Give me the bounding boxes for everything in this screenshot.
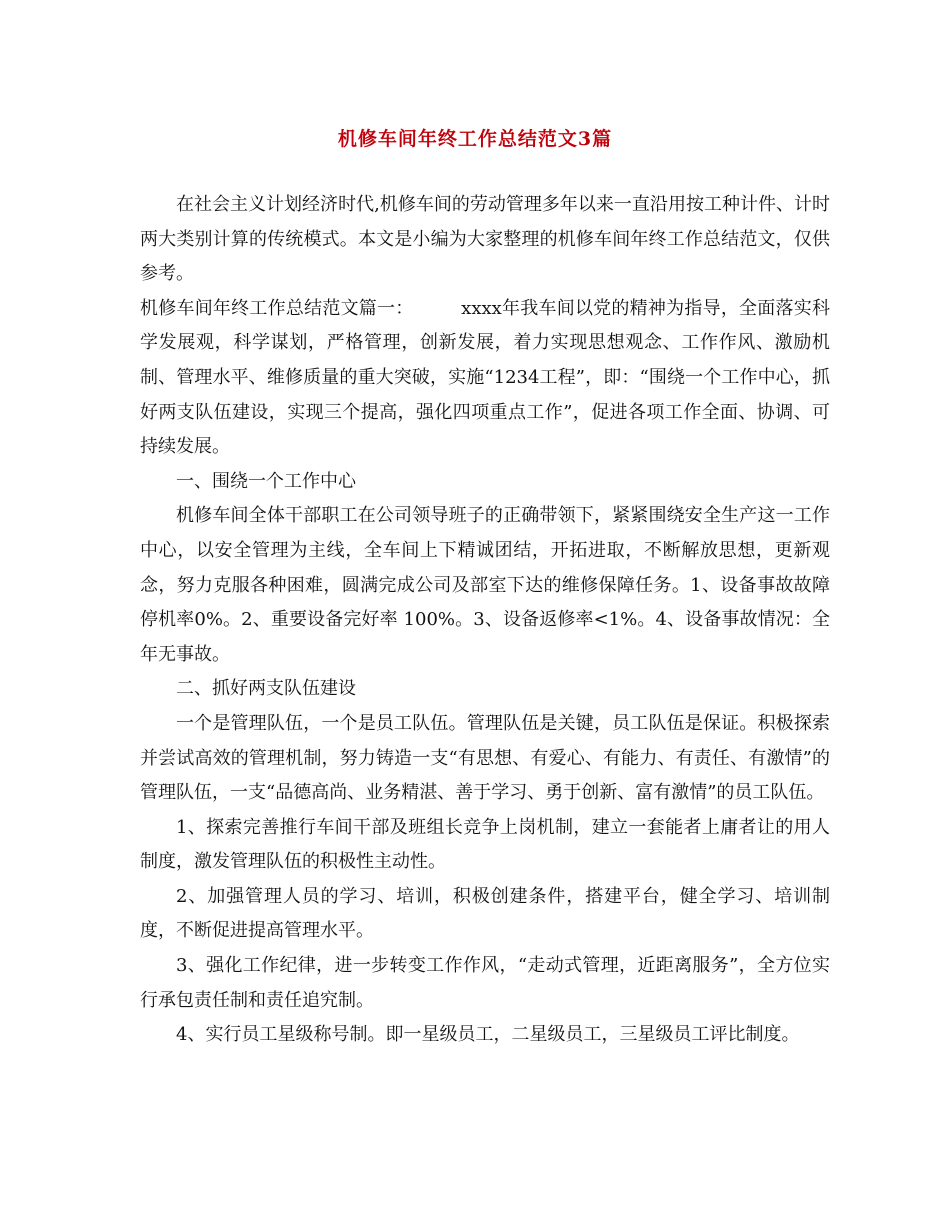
paragraph: 3、强化工作纪律，进一步转变工作作风，“走动式管理，近距离服务”，全方位实行承包责任制和责任追究制。 [140, 955, 830, 1011]
paragraph: 一、围绕一个工作中心 [176, 470, 356, 492]
document-body [140, 188, 830, 1053]
document-title: 机修车间年终工作总结范文3篇 [337, 128, 613, 150]
paragraph: 1、探索完善推行车间干部及班组长竞争上岗机制，建立一套能者上庸者让的用人制度，激发管理队伍的积极性主动性。 [140, 816, 830, 873]
paragraph: 一个是管理队伍，一个是员工队伍。管理队伍是关键，员工队伍是保证。积极探索并尝试高效的管理机制，努力铸造一支“有思想、有爱心、有能力、有责任、有激情”的管理队伍，一支“品德高尚、业务精湛、善于学习、勇于创新、富有激情”的员工队伍。 [140, 712, 830, 804]
paragraph: 2、加强管理人员的学习、培训，积极创建条件，搭建平台，健全学习、培训制度，不断促进提高管理水平。 [140, 885, 830, 942]
paragraph: 机修车间年终工作总结范文篇一： xxxx年我车间以党的精神为指导，全面落实科学发展观，科学谋划，严格管理，创新发展，着力实现思想观念、工作作风、激励机制、管理水平、维修质量的重大突破，实施“1234工程”，即：“围绕一个工作中心，抓好两支队伍建设，实现三个提高，强化四项重点工作”，促进各项工作全面、协调、可持续发展。 [140, 297, 830, 458]
paragraph: 在社会主义计划经济时代,机修车间的劳动管理多年以来一直沿用按工种计件、计时两大类别计算的传统模式。本文是小编为大家整理的机修车间年终工作总结范文，仅供参考。 [140, 194, 830, 285]
paragraph: 二、抓好两支队伍建设 [176, 678, 356, 700]
paragraph: 4、实行员工星级称号制。即一星级员工，二星级员工，三星级员工评比制度。 [176, 1024, 800, 1046]
paragraph: 机修车间全体干部职工在公司领导班子的正确带领下，紧紧围绕安全生产这一工作中心，以安全管理为主线，全车间上下精诚团结，开拓进取，不断解放思想，更新观念，努力克服各种困难，圆满完成公司及部室下达的维修保障任务。1、设备事故故障停机率0%。2、重要设备完好率 100%。3、设备返修率<1%。4、设备事故情况：全年无事故。 [140, 505, 830, 665]
